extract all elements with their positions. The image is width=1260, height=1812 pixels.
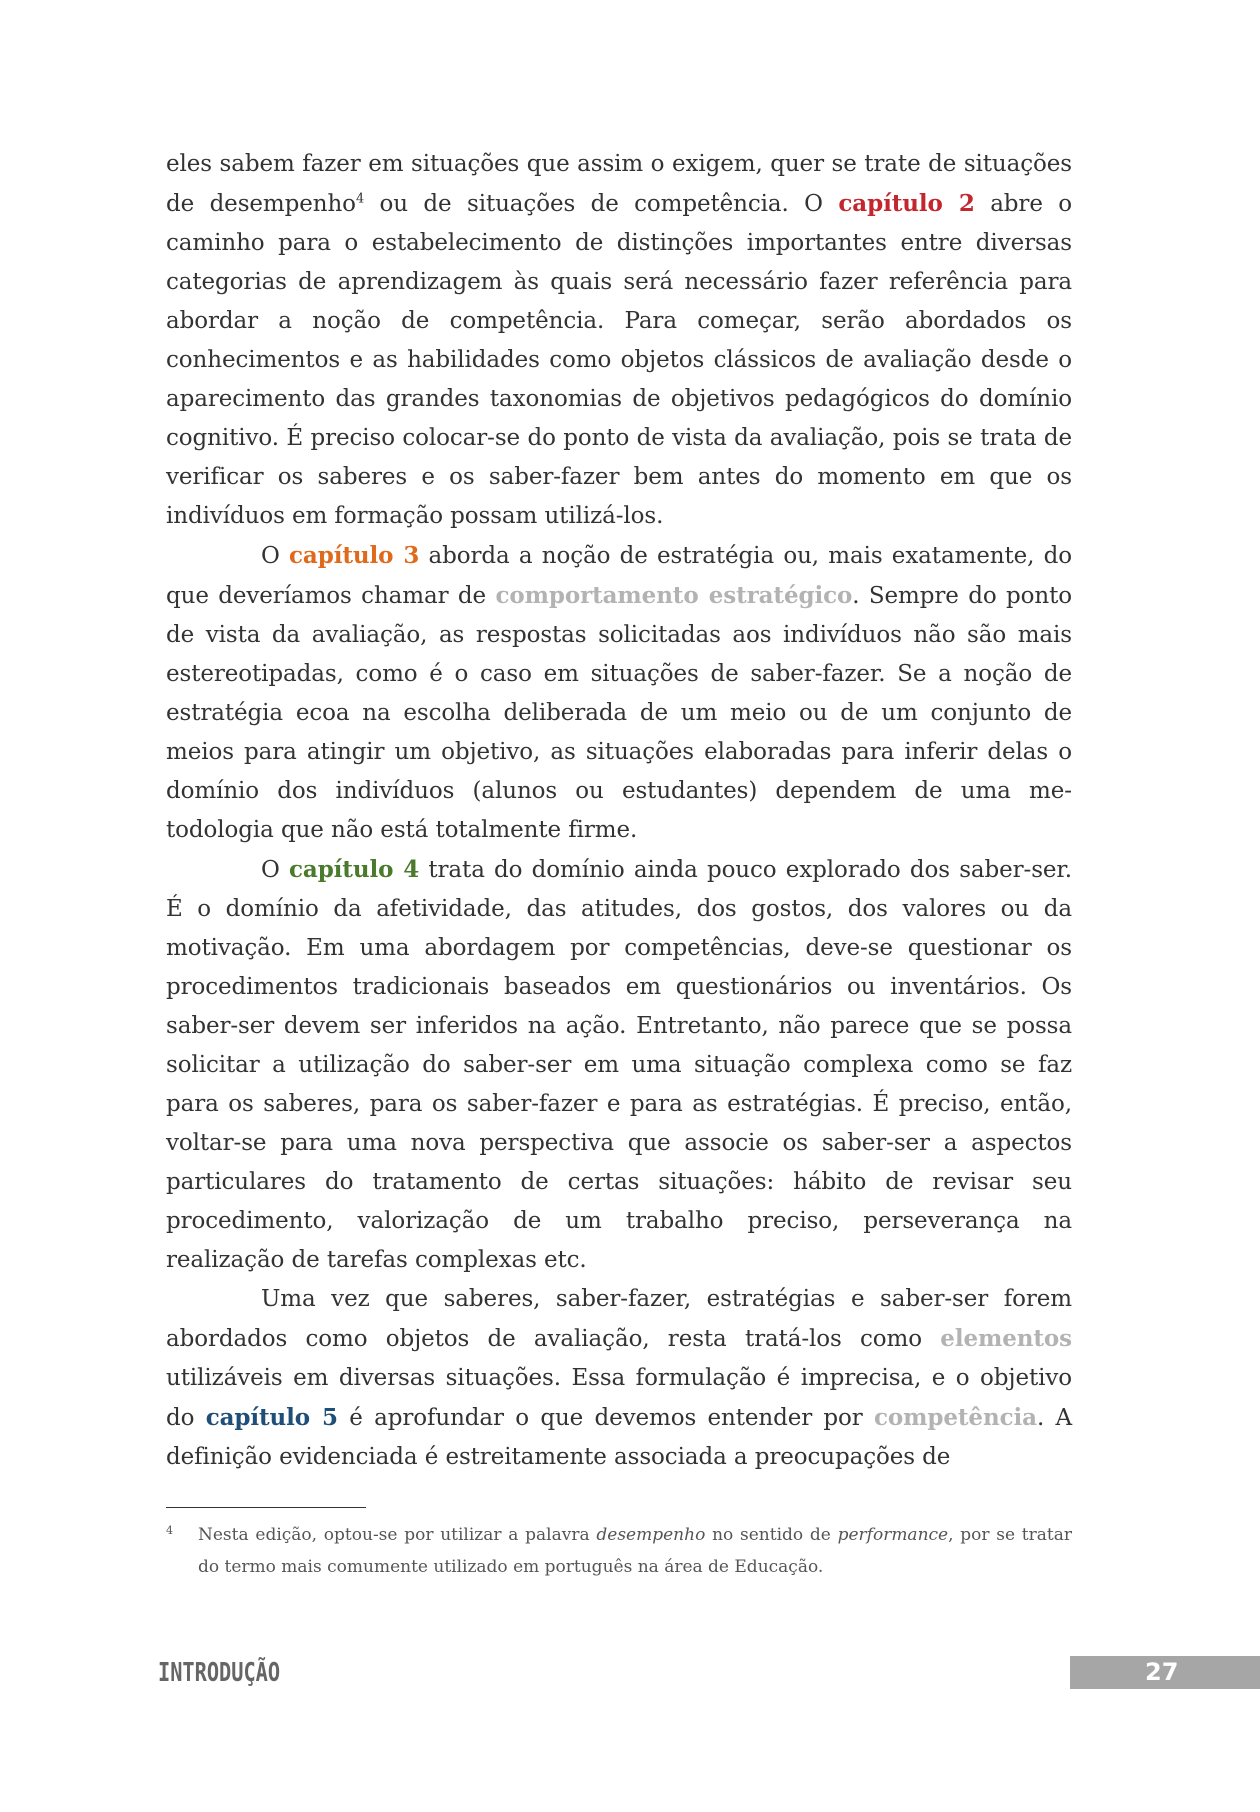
text-run: . Sempre do ponto de vista da avaliação, as respostas solicitadas aos indivíduos não são mais estereotipadas, como é o caso em situações de saber-fazer. Se a noção de estratégia ecoa na escolha deliberada de um meio ou de um conjunto de meios para atingir um objetivo, as situações elaboradas para inferir delas o domínio dos indivíduos (alunos ou estudantes) dependem de uma metodologia que não está totalmente firme. xyxy=(166,583,1072,843)
paragraph-1 xyxy=(166,145,1072,536)
text-run: O xyxy=(261,857,289,883)
chapter-2-reference: capítulo 2 xyxy=(838,190,975,217)
text-run: trata do domínio ainda pouco explorado dos saber-ser. É o domínio da afetividade, das atitudes, dos gostos, dos valores ou da motivação. Em uma abordagem por competências, deve-se questionar os procedimentos tradicionais baseados em questionários ou inventários. Os saber-ser devem ser inferidos na ação. Entretanto, não parece que se possa solicitar a utilização do saber-ser em uma situação complexa como se faz para os saberes, para os saber-fazer e para as estratégias. É preciso, então, voltar-se para uma nova perspectiva que associe os saber-ser a aspectos particulares do tratamento de certas situações: hábito de revisar seu procedimento, valorização de um trabalho preciso, perseverança na realização de tarefas complexas etc. xyxy=(166,857,1072,1273)
footnote-divider xyxy=(166,1507,366,1508)
chapter-3-reference: capítulo 3 xyxy=(289,542,420,569)
footnote-text xyxy=(198,1519,1072,1583)
text-run: . A definição evidenciada é estreitamente associada a preocupações de xyxy=(166,1405,1072,1470)
page-number: 27 xyxy=(1145,1658,1179,1686)
body-text xyxy=(166,145,1072,1477)
emphasis: performance xyxy=(837,1525,949,1545)
text-run: Uma vez que saberes, saber-fazer, estratégias e saber-ser forem abordados como objetos de avaliação, resta tratá-los como xyxy=(166,1286,1072,1352)
text-run: O xyxy=(261,543,290,569)
section-label: INTRODUÇÃO xyxy=(158,1658,281,1688)
footnote-number: 4 xyxy=(166,1524,173,1537)
paragraph-2 xyxy=(166,536,1072,850)
footnote xyxy=(166,1519,1072,1583)
text-run: utilizáveis em diversas situações. Essa formulação é imprecisa, e o objetivo do xyxy=(166,1365,1072,1431)
text-run: abre o caminho para o estabelecimento de distinções importantes entre diversas categorias de aprendizagem às quais será necessário fazer referência para abordar a noção de competência. Para começar, serão abordados os conhecimentos e as habilidades como objetos clássicos de avaliação desde o aparecimento das grandes taxonomias de objetivos pedagógicos do domínio cognitivo. É preciso colocar-se do ponto de vista da avaliação, pois se trata de verificar os saberes e os saber-fazer bem antes do momento em que os indivíduos em formação possam utilizá-los. xyxy=(166,191,1073,529)
text-run: aborda a noção de estratégia ou, mais exatamente, do que deveríamos chamar de xyxy=(166,543,1072,609)
highlighted-term: competência xyxy=(874,1404,1037,1431)
chapter-5-reference: capítulo 5 xyxy=(205,1404,338,1431)
text-run: ou de situações de competência. O xyxy=(364,191,839,217)
text-run: no sentido de xyxy=(705,1525,838,1545)
highlighted-term: comportamento estratégico xyxy=(495,582,853,609)
highlighted-term: elementos xyxy=(940,1325,1072,1352)
paragraph-4 xyxy=(166,1280,1072,1477)
text-run: eles sabem fazer em situações que assim o exigem, quer se trate de situações de desempenho xyxy=(166,151,1072,217)
chapter-4-reference: capítulo 4 xyxy=(288,856,420,883)
emphasis: desempenho xyxy=(596,1525,706,1545)
footnote-marker: 4 xyxy=(355,191,365,207)
text-run: é aprofundar o que devemos entender por xyxy=(337,1405,875,1431)
text-run: Nesta edição, optou-se por utilizar a palavra xyxy=(198,1525,597,1545)
paragraph-3 xyxy=(166,850,1072,1280)
text-run: , por se tratar do termo mais comumente utilizado em português na área de Educação. xyxy=(198,1525,1072,1577)
